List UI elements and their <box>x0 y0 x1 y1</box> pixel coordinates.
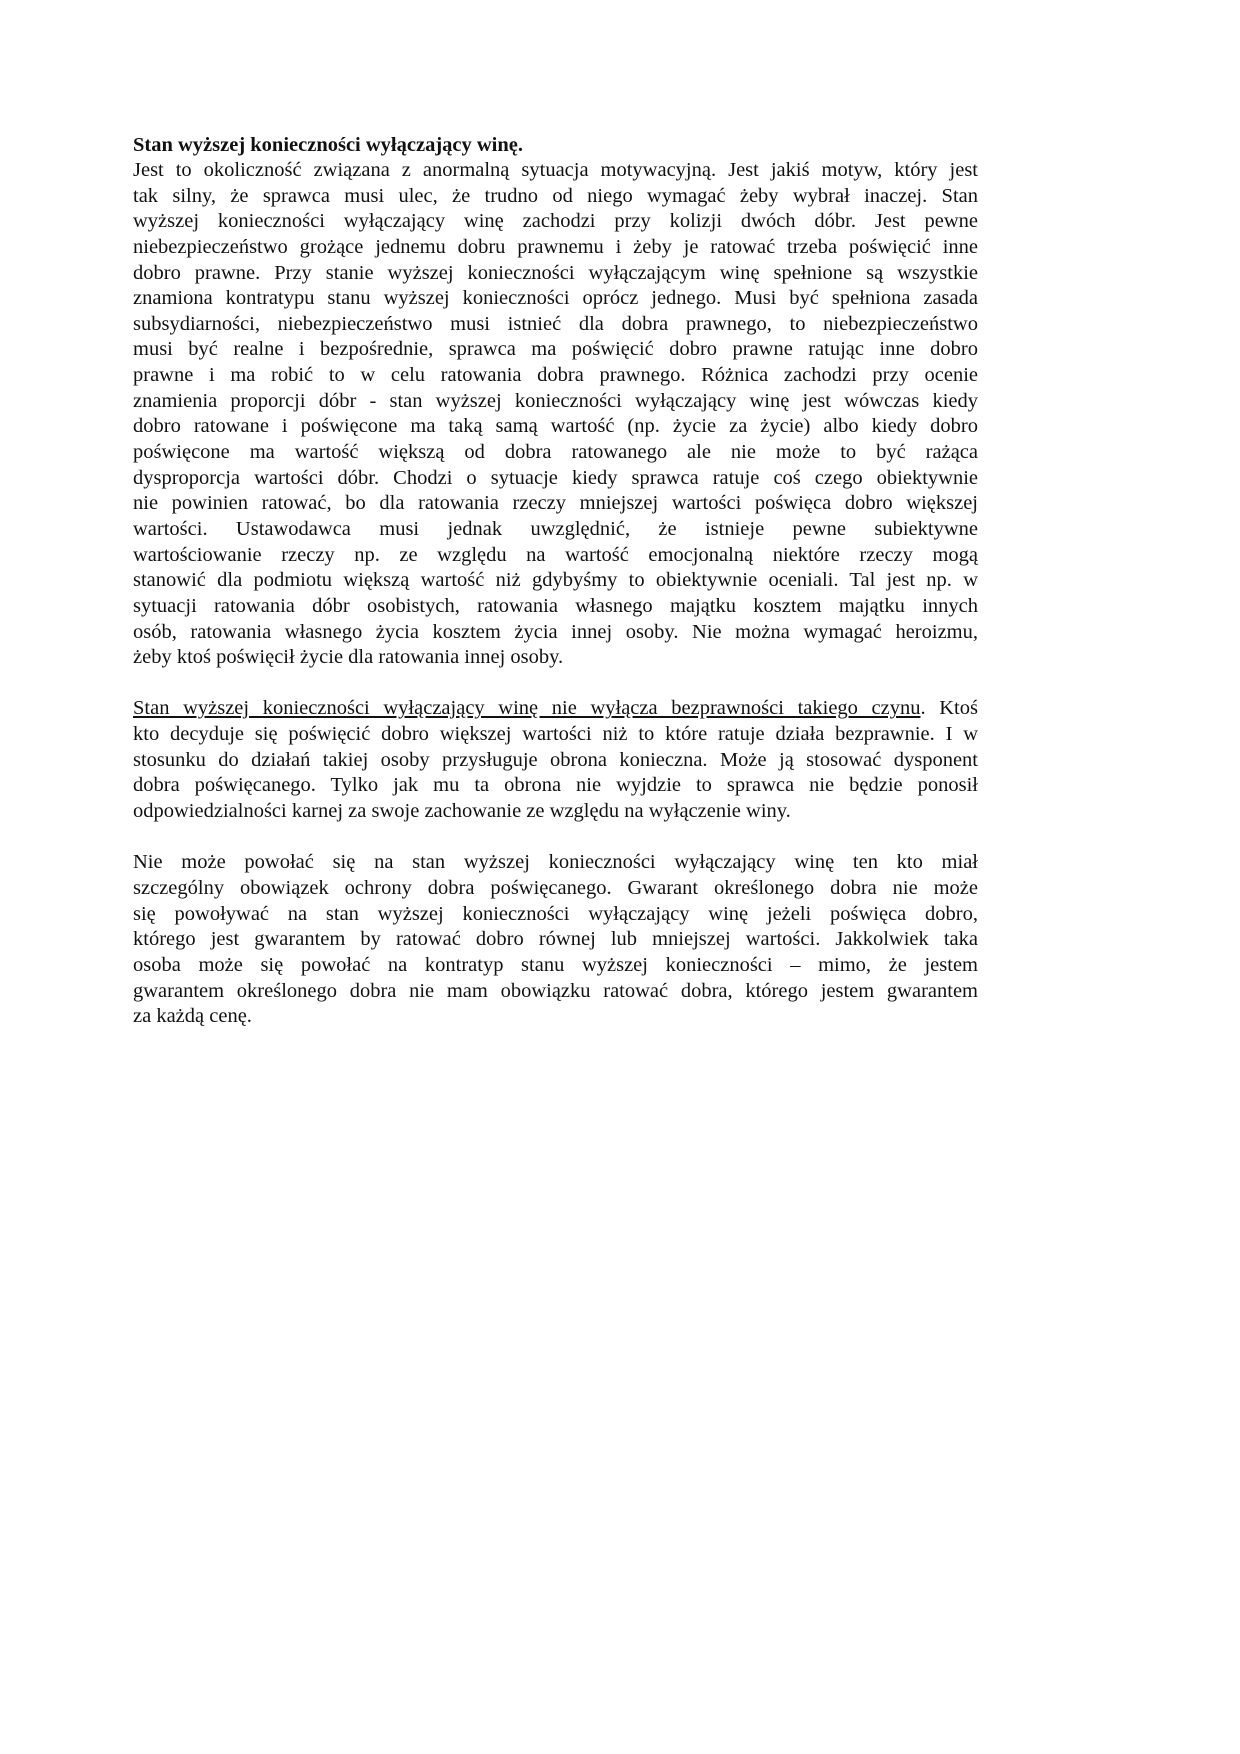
paragraph-1 <box>133 158 978 671</box>
paragraph-line: wyższej konieczności wyłączający winę zachodzi przy kolizji dwóch dóbr. Jest pewne <box>133 210 978 233</box>
paragraph-line: sytuacji ratowania dóbr osobistych, ratowania własnego majątku kosztem majątku innych <box>133 594 978 617</box>
paragraph-line: nie powinien ratować, bo dla ratowania rzeczy mniejszej wartości poświęca dobro większej <box>133 492 978 515</box>
paragraph-line: znamiona kontratypu stanu wyższej konieczności oprócz jednego. Musi być spełniona zasada <box>133 287 978 310</box>
paragraph-3 <box>133 850 978 1029</box>
paragraph-line: prawne i ma robić to w celu ratowania dobra prawnego. Różnica zachodzi przy ocenie <box>133 364 978 387</box>
paragraph-line: wartościowanie rzeczy np. ze względu na wartość emocjonalną niektóre rzeczy mogą <box>133 543 978 566</box>
paragraph-line: wartości. Ustawodawca musi jednak uwzględnić, że istnieje pewne subiektywne <box>133 517 978 540</box>
paragraph-line: stanowić dla podmiotu większą wartość niż gdybyśmy to obiektywnie oceniali. Tal jest np. w <box>133 569 978 592</box>
paragraph-line: żeby ktoś poświęcił życie dla ratowania innej osoby. <box>133 646 564 669</box>
paragraph-line: gwarantem określonego dobra nie mam obowiązku ratować dobra, którego jestem gwarantem <box>133 979 978 1002</box>
paragraph-line: się powoływać na stan wyższej konieczności wyłączający winę jeżeli poświęca dobro, <box>133 902 978 925</box>
paragraph-line: niebezpieczeństwo grożące jednemu dobru prawnemu i żeby je ratować trzeba poświęcić inne <box>133 235 978 258</box>
paragraph-line: dobra poświęcanego. Tylko jak mu ta obrona nie wyjdzie to sprawca nie będzie ponosił <box>133 774 978 797</box>
paragraph-line: kto decyduje się poświęcić dobro większej wartości niż to które ratuje działa bezprawnie. I w <box>133 723 978 746</box>
document-title: Stan wyższej konieczności wyłączający winę. <box>133 134 524 156</box>
paragraph-line: osoba może się powołać na kontratyp stanu wyższej konieczności – mimo, że jestem <box>133 953 978 976</box>
paragraph-line: Nie może powołać się na stan wyższej konieczności wyłączający winę ten kto miał <box>133 851 978 874</box>
paragraph-line: odpowiedzialności karnej za swoje zachowanie ze względu na wyłączenie winy. <box>133 800 791 823</box>
paragraph-line: subsydiarności, niebezpieczeństwo musi istnieć dla dobra prawnego, to niebezpieczeństwo <box>133 312 978 335</box>
paragraph-line: osób, ratowania własnego życia kosztem życia innej osoby. Nie można wymagać heroizmu, <box>133 620 978 643</box>
paragraph-line: którego jest gwarantem by ratować dobro równej lub mniejszej wartości. Jakkolwiek taka <box>133 928 978 951</box>
paragraph-line: dobro prawne. Przy stanie wyższej konieczności wyłączającym winę spełnione są wszystkie <box>133 261 978 284</box>
document-page <box>133 132 978 1055</box>
paragraph-line: musi być realne i bezpośrednie, sprawca ma poświęcić dobro prawne ratując inne dobro <box>133 338 978 361</box>
paragraph-line <box>133 696 978 722</box>
underlined-thesis: Stan wyższej konieczności wyłączający winę nie wyłącza bezprawności takiego czynu <box>133 697 921 720</box>
paragraph-line: stosunku do działań takiej osoby przysługuje obrona konieczna. Może ją stosować dysponent <box>133 748 978 771</box>
thesis-continuation: . Ktoś <box>920 697 978 720</box>
paragraph-line: dobro ratowane i poświęcone ma taką samą wartość (np. życie za życie) albo kiedy dobro <box>133 415 978 438</box>
paragraph-2 <box>133 696 978 824</box>
paragraph-line: dysproporcja wartości dóbr. Chodzi o sytuacje kiedy sprawca ratuje coś czego obiektywnie <box>133 466 978 489</box>
paragraph-line: poświęcone ma wartość większą od dobra ratowanego ale nie może to być rażąca <box>133 441 978 464</box>
paragraph-line: znamienia proporcji dóbr - stan wyższej konieczności wyłączający winę jest wówczas kiedy <box>133 389 978 412</box>
paragraph-line: tak silny, że sprawca musi ulec, że trudno od niego wymagać żeby wybrał inaczej. Stan <box>133 184 978 207</box>
paragraph-line: Jest to okoliczność związana z anormalną sytuacja motywacyjną. Jest jakiś motyw, który jest <box>133 159 978 181</box>
paragraph-line: za każdą cenę. <box>133 1005 252 1028</box>
paragraph-line: szczególny obowiązek ochrony dobra poświęcanego. Gwarant określonego dobra nie może <box>133 876 978 899</box>
